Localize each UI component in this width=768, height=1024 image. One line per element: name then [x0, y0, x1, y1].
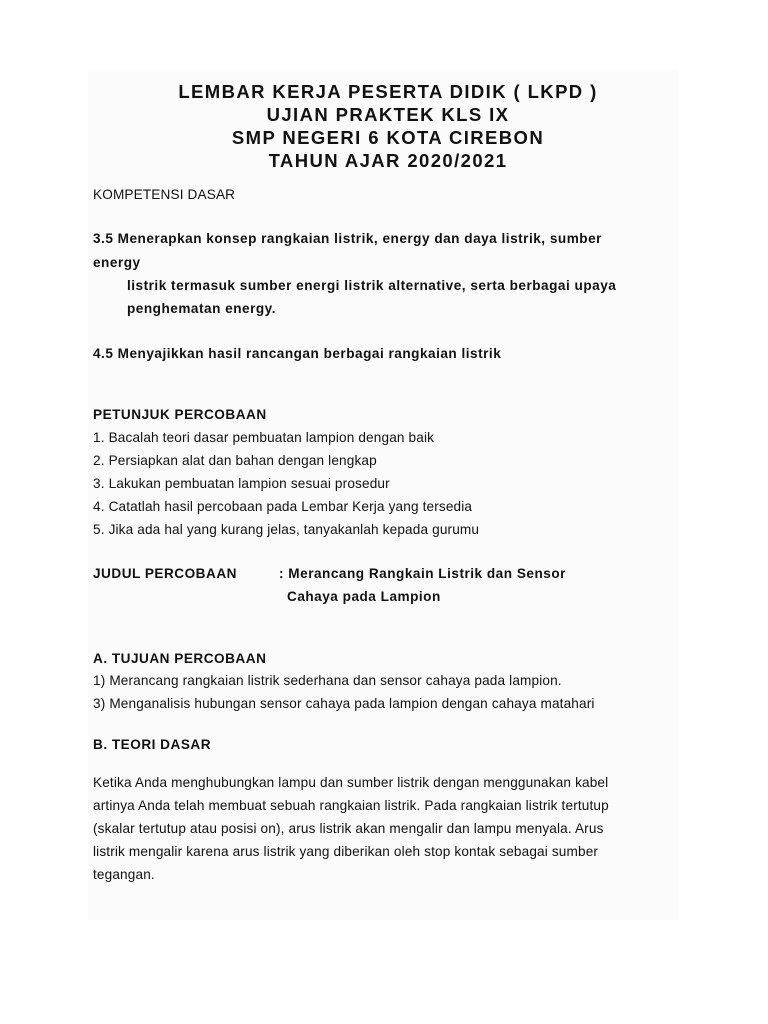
petunjuk-item: 3. Lakukan pembuatan lampion sesuai prosedur	[93, 476, 390, 491]
title-line-4: TAHUN AJAR 2020/2021	[268, 150, 508, 171]
tujuan-item: 3) Menganalisis hubungan sensor cahaya pada lampion dengan cahaya matahari	[93, 696, 595, 711]
kd-3-5-line-4: penghematan energy.	[127, 301, 276, 316]
kd-3-5-line-2: energy	[93, 255, 141, 270]
document-title	[93, 80, 683, 172]
petunjuk-item: 1. Bacalah teori dasar pembuatan lampion dengan baik	[93, 430, 435, 445]
kd-4-5: 4.5 Menyajikkan hasil rancangan berbagai rangkaian listrik	[93, 346, 502, 361]
petunjuk-item: 2. Persiapkan alat dan bahan dengan lengkap	[93, 453, 377, 468]
judul-label: JUDUL PERCOBAAN	[93, 566, 237, 581]
petunjuk-item: 5. Jika ada hal yang kurang jelas, tanyakanlah kepada gurumu	[93, 522, 480, 537]
document-body	[93, 80, 683, 172]
judul-value-line-2: Cahaya pada Lampion	[287, 589, 441, 604]
kd-3-5-line-3: listrik termasuk sumber energi listrik alternative, serta berbagai upaya	[127, 278, 617, 293]
petunjuk-item: 4. Catatlah hasil percobaan pada Lembar Kerja yang tersedia	[93, 499, 473, 514]
teori-paragraph-line: artinya Anda telah membuat sebuah rangkaian listrik. Pada rangkaian listrik tertutup	[93, 798, 609, 813]
title-line-2: UJIAN PRAKTEK KLS IX	[266, 104, 510, 125]
tujuan-heading: A. TUJUAN PERCOBAAN	[93, 651, 267, 666]
teori-paragraph-line: tegangan.	[93, 867, 155, 882]
teori-paragraph-line: listrik mengalir karena arus listrik yang diberikan oleh stop kontak sebagai sumber	[93, 844, 599, 859]
teori-heading: B. TEORI DASAR	[93, 737, 212, 752]
title-line-1: LEMBAR KERJA PESERTA DIDIK ( LKPD )	[178, 81, 598, 102]
title-line-3: SMP NEGERI 6 KOTA CIREBON	[231, 127, 545, 148]
teori-paragraph-line: Ketika Anda menghubungkan lampu dan sumber listrik dengan menggunakan kabel	[93, 775, 609, 790]
kompetensi-heading: KOMPETENSI DASAR	[93, 187, 236, 202]
judul-value-line-1: : Merancang Rangkain Listrik dan Sensor	[279, 566, 566, 581]
teori-paragraph-line: (skalar tertutup atau posisi on), arus listrik akan mengalir dan lampu menyala. Arus	[93, 821, 604, 836]
tujuan-item: 1) Merancang rangkaian listrik sederhana dan sensor cahaya pada lampion.	[93, 673, 562, 688]
kd-3-5-line-1: 3.5 Menerapkan konsep rangkaian listrik, energy dan daya listrik, sumber	[93, 231, 602, 246]
petunjuk-heading: PETUNJUK PERCOBAAN	[93, 407, 267, 422]
